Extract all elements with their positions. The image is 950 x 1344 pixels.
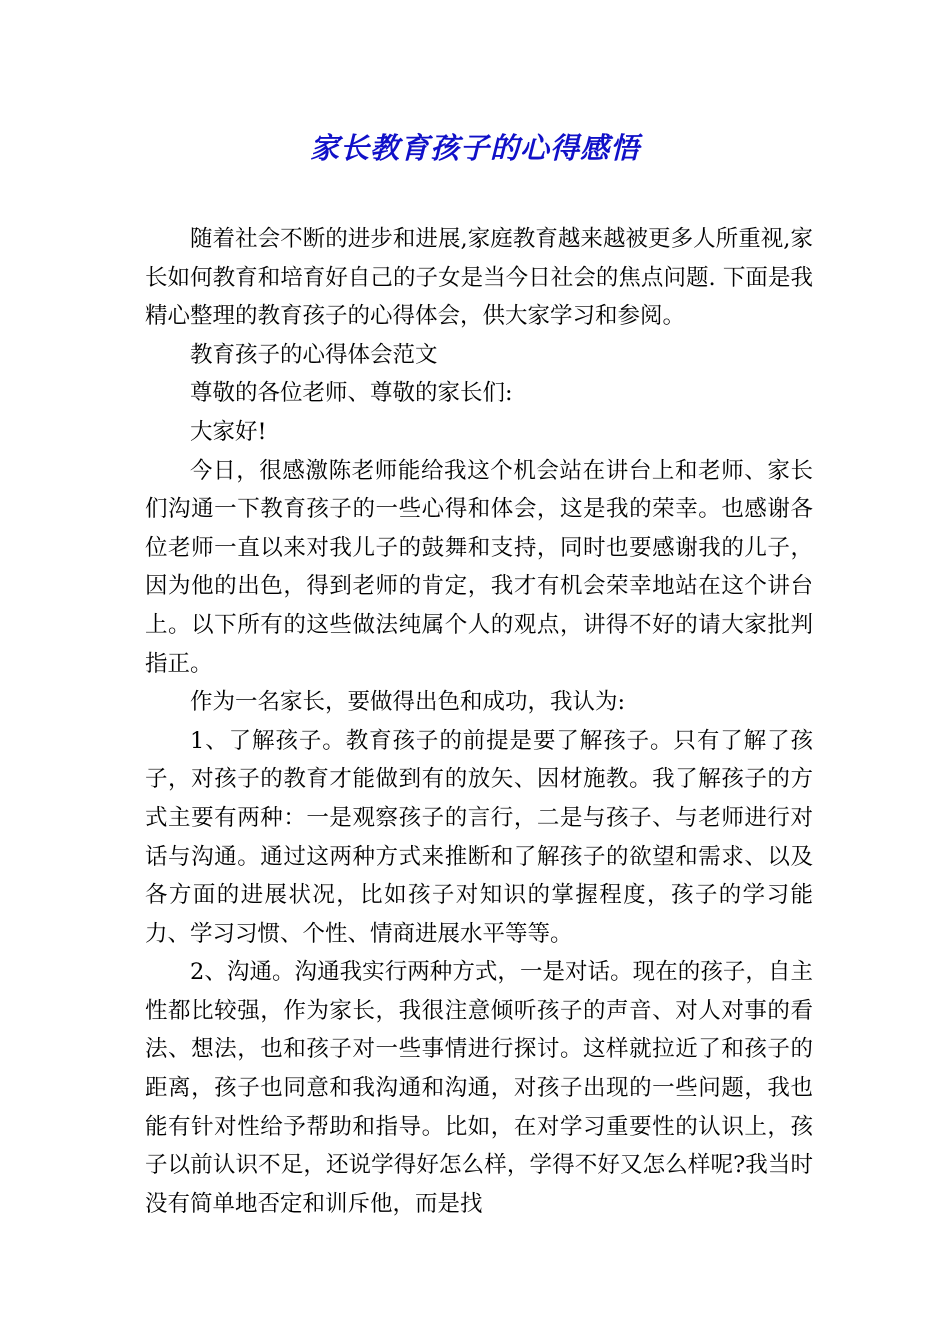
paragraph-intro: 随着社会不断的进步和进展,家庭教育越来越被更多人所重视,家长如何教育和培育好自己的子女是当今日社会的焦点问题. 下面是我精心整理的教育孩子的心得体会，供大家学习和参阅。 <box>145 226 813 330</box>
paragraph-point-2: 2、沟通。沟通我实行两种方式，一是对话。现在的孩子，自主性都比较强，作为家长，我很注意倾听孩子的声音、对人对事的看法、想法，也和孩子对一些事情进行探讨。这样就拉近了和孩子的距离，孩子也同意和我沟通和沟通，对孩子出现的一些问题，我也能有针对性给予帮助和指导。比如，在对学习重要性的认识上，孩子以前认识不足，还说学得好怎么样，学得不好又怎么样呢?我当时没有简单地否定和训斥他，而是找 <box>145 959 813 1217</box>
paragraph-subtitle: 教育孩子的心得体会范文 <box>190 341 438 368</box>
paragraph-opening: 今日，很感激陈老师能给我这个机会站在讲台上和老师、家长们沟通一下教育孩子的一些心得和体会，这是我的荣幸。也感谢各位老师一直以来对我儿子的鼓舞和支持，同时也要感谢我的儿子，因为他的出色，得到老师的肯定，我才有机会荣幸地站在这个讲台上。以下所有的这些做法纯属个人的观点，讲得不好的请大家批判指正。 <box>145 457 813 677</box>
paragraph-greeting: 大家好! <box>190 418 267 445</box>
paragraph-thesis: 作为一名家长，要做得出色和成功，我认为: <box>190 689 626 716</box>
paragraph-salutation: 尊敬的各位老师、尊敬的家长们: <box>190 380 513 407</box>
document-title: 家长教育孩子的心得感悟 <box>309 131 640 165</box>
document-body <box>145 220 813 1223</box>
paragraph-point-1: 1、了解孩子。教育孩子的前提是要了解孩子。只有了解了孩子，对孩子的教育才能做到有的放矢、因材施教。我了解孩子的方式主要有两种：一是观察孩子的言行，二是与孩子、与老师进行对话与沟通。通过这两种方式来推断和了解孩子的欲望和需求、以及各方面的进展状况，比如孩子对知识的掌握程度，孩子的学习能力、学习习惯、个性、情商进展水平等等。 <box>145 727 813 947</box>
